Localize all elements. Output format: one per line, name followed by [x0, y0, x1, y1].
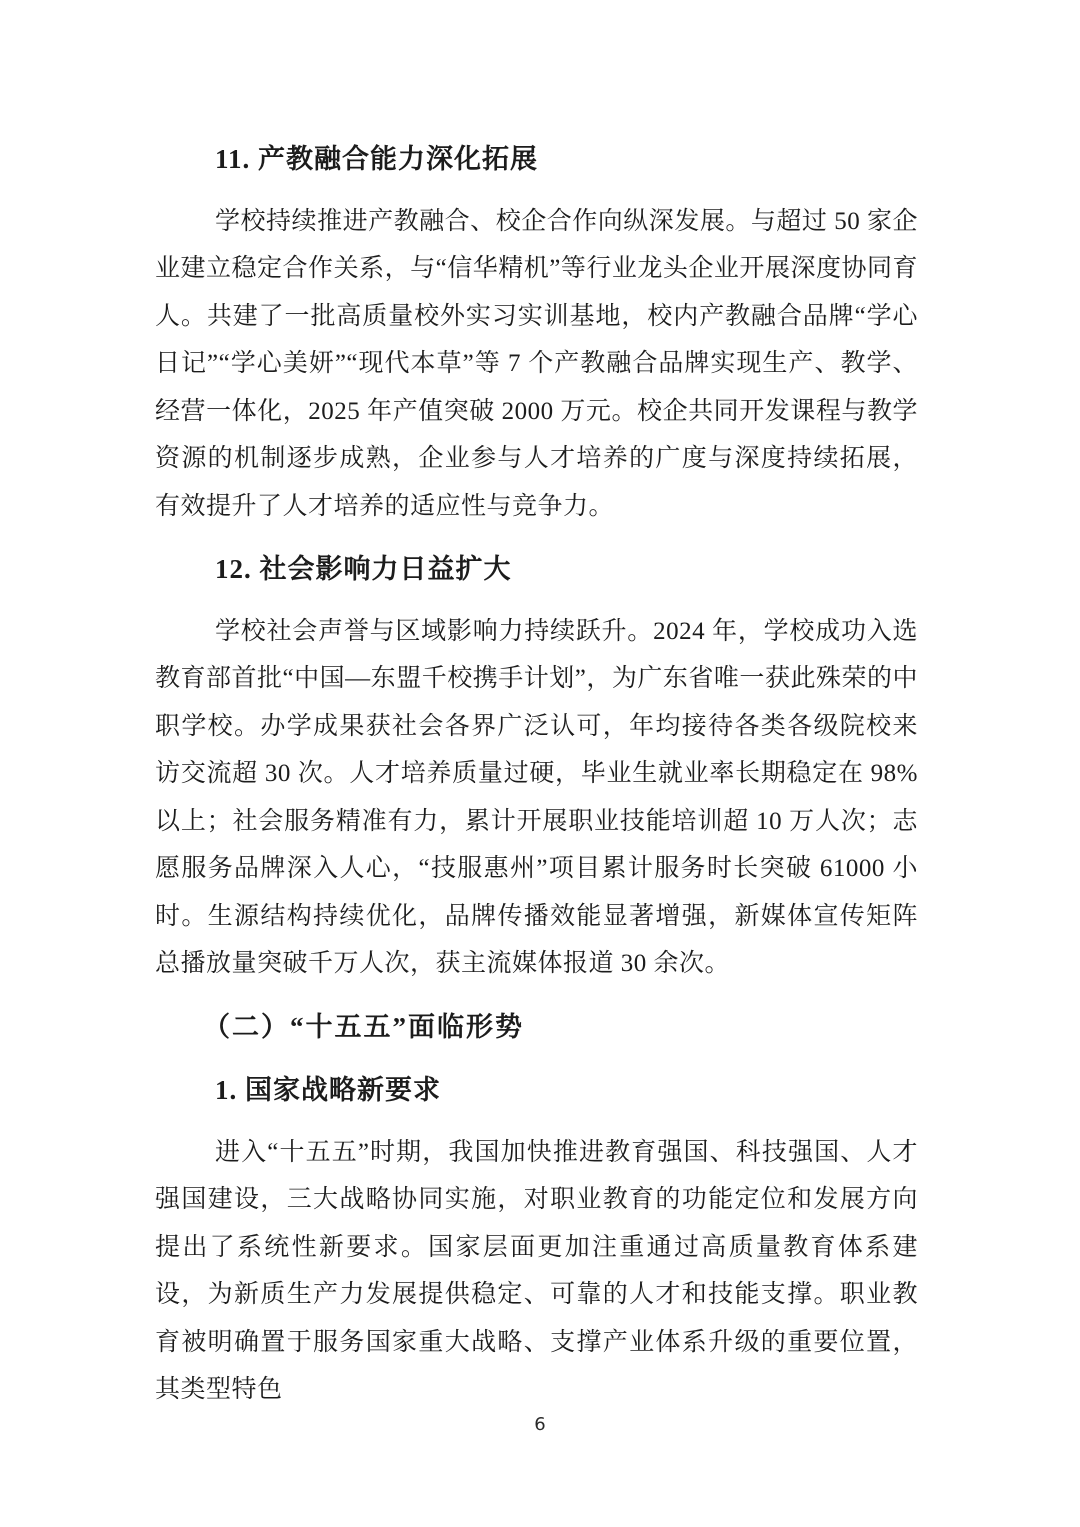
- paragraph-industry-education-integration: 学校持续推进产教融合、校企合作向纵深发展。与超过 50 家企业建立稳定合作关系，与“信华精机”等行业龙头企业开展深度协同育人。共建了一批高质量校外实习实训基地，校内产教融合品牌“学心日记”“学心美妍”“现代本草”等 7 个产教融合品牌实现生产、教学、经营一体化，2025 年产值突破 2000 万元。校企共同开发课程与教学资源的机制逐步成熟，企业参与人才培养的广度与深度持续拓展，有效提升了人才培养的适应性与竞争力。: [155, 207, 918, 520]
- subheading-11-industry-education-integration: 11. 产教融合能力深化拓展: [215, 144, 539, 174]
- page-number: 6: [534, 1414, 546, 1435]
- subheading-1-national-strategy-requirements: 1. 国家战略新要求: [215, 1075, 441, 1105]
- paragraph-national-strategy-requirements: 进入“十五五”时期，我国加快推进教育强国、科技强国、人才强国建设，三大战略协同实施，对职业教育的功能定位和发展方向提出了系统性新要求。国家层面更加注重通过高质量教育体系建设，为新质生产力发展提供稳定、可靠的人才和技能支撑。职业教育被明确置于服务国家重大战略、支撑产业体系升级的重要位置，其类型特色: [155, 1138, 918, 1403]
- document-body: [155, 136, 918, 1414]
- subheading-12-social-influence: 12. 社会影响力日益扩大: [215, 554, 512, 584]
- section-heading-15th-five-year-situation: （二）“十五五”面临形势: [203, 1011, 524, 1042]
- paragraph-social-influence: 学校社会声誉与区域影响力持续跃升。2024 年，学校成功入选教育部首批“中国—东盟千校携手计划”，为广东省唯一获此殊荣的中职学校。办学成果获社会各界广泛认可，年均接待各类各级院校来访交流超 30 次。人才培养质量过硬，毕业生就业率长期稳定在 98%以上；社会服务精准有力，累计开展职业技能培训超 10 万人次；志愿服务品牌深入人心，“技服惠州”项目累计服务时长突破 61000 小时。生源结构持续优化，品牌传播效能显著增强，新媒体宣传矩阵总播放量突破千万人次，获主流媒体报道 30 余次。: [155, 617, 918, 977]
